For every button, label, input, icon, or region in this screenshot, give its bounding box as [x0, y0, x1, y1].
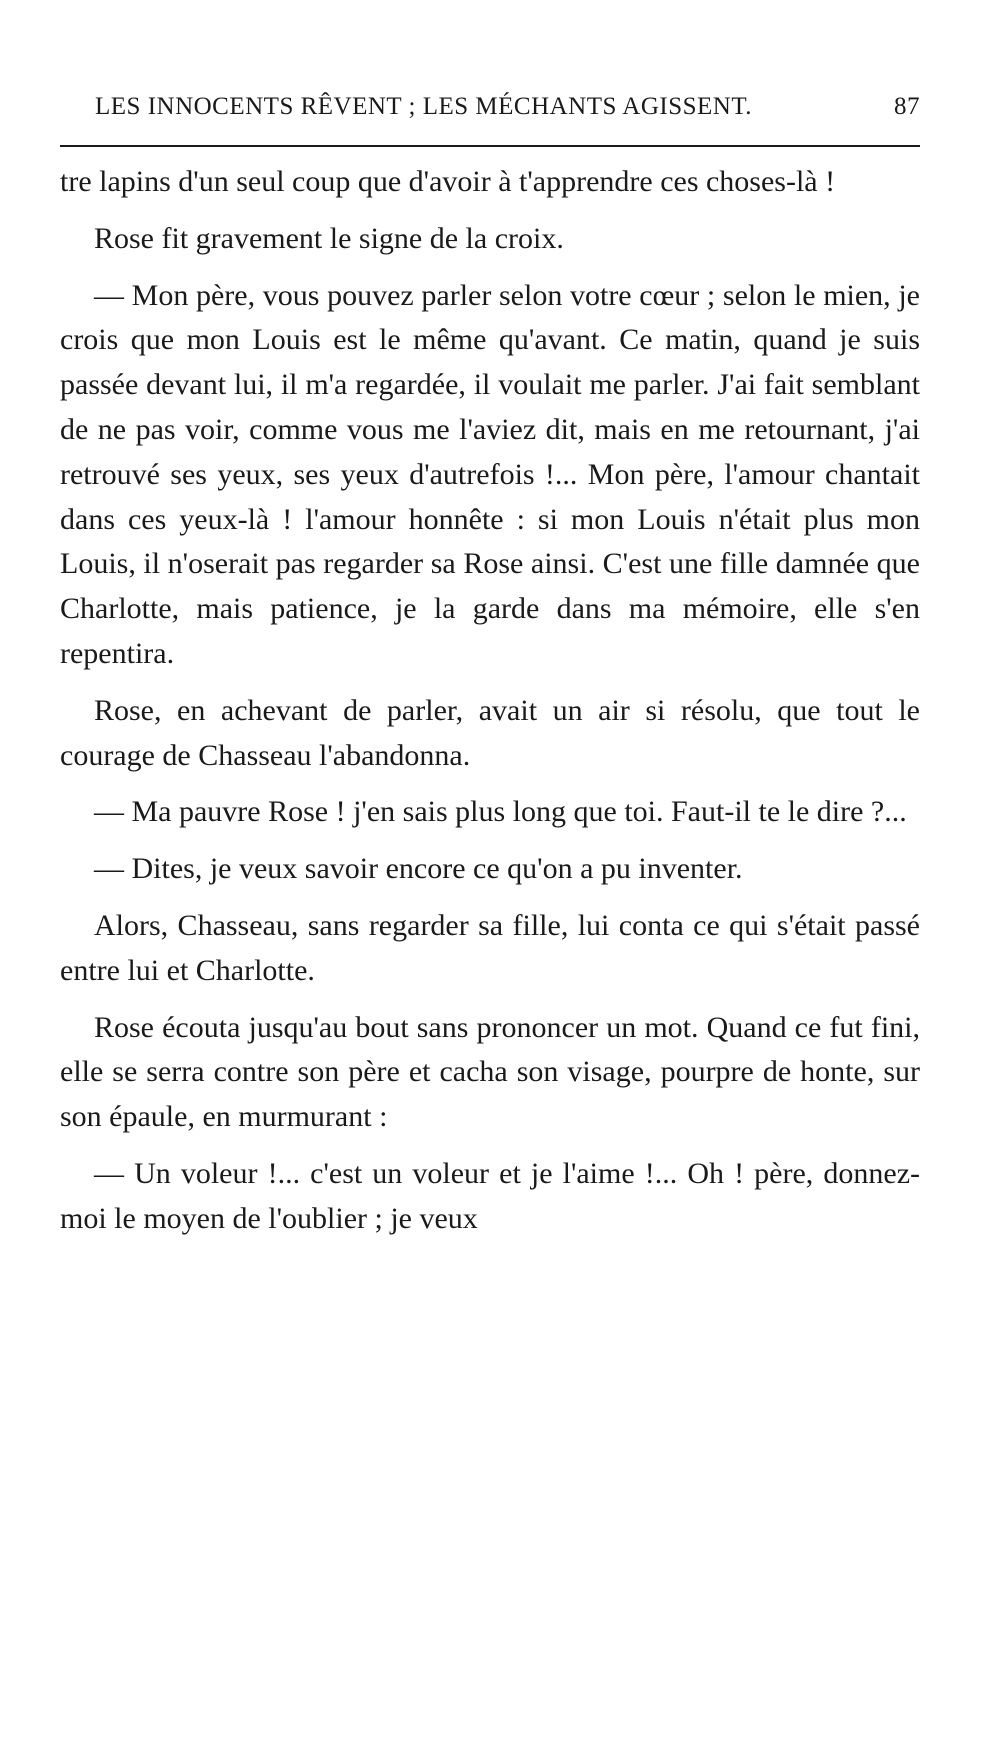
page-header	[60, 93, 920, 127]
paragraph: Rose, en achevant de parler, avait un air si résolu, que tout le courage de Chasseau l'abandonna.	[60, 693, 920, 772]
paragraph-dialogue: — Mon père, vous pouvez parler selon votre cœur ; selon le mien, je crois que mon Louis est le même qu'avant. Ce matin, quand je suis passée devant lui, il m'a regardée, il voulait me parler. J'ai fait semblant de ne pas voir, comme vous me l'aviez dit, mais en me retournant, j'ai retrouvé ses yeux, ses yeux d'autrefois !... Mon père, l'amour chantait dans ces yeux-là ! l'amour honnête : si mon Louis n'était plus mon Louis, il n'oserait pas regarder sa Rose ainsi. C'est une fille damnée que Charlotte, mais patience, je la garde dans ma mémoire, elle s'en repentira.	[60, 278, 920, 670]
body-text	[60, 160, 920, 1254]
book-page	[60, 0, 920, 1747]
paragraph-dialogue: — Un voleur !... c'est un voleur et je l'aime !... Oh ! père, donnez-moi le moyen de l'oublier ; je veux	[60, 1156, 920, 1235]
paragraph: Rose écouta jusqu'au bout sans prononcer un mot. Quand ce fut fini, elle se serra contre son père et cacha son visage, pourpre de honte, sur son épaule, en murmurant :	[60, 1010, 920, 1134]
paragraph-dialogue: — Ma pauvre Rose ! j'en sais plus long que toi. Faut-il te le dire ?...	[94, 795, 907, 829]
page-number: 87	[894, 93, 920, 120]
paragraph: Rose fit gravement le signe de la croix.	[94, 221, 564, 255]
paragraph-continuation: tre lapins d'un seul coup que d'avoir à t'apprendre ces choses-là !	[60, 165, 836, 198]
header-rule	[60, 145, 920, 147]
paragraph-dialogue: — Dites, je veux savoir encore ce qu'on a pu inventer.	[94, 852, 743, 886]
paragraph: Alors, Chasseau, sans regarder sa fille, lui conta ce qui s'était passé entre lui et Charlotte.	[60, 908, 920, 987]
running-title: LES INNOCENTS RÊVENT ; LES MÉCHANTS AGISSENT.	[95, 93, 753, 120]
